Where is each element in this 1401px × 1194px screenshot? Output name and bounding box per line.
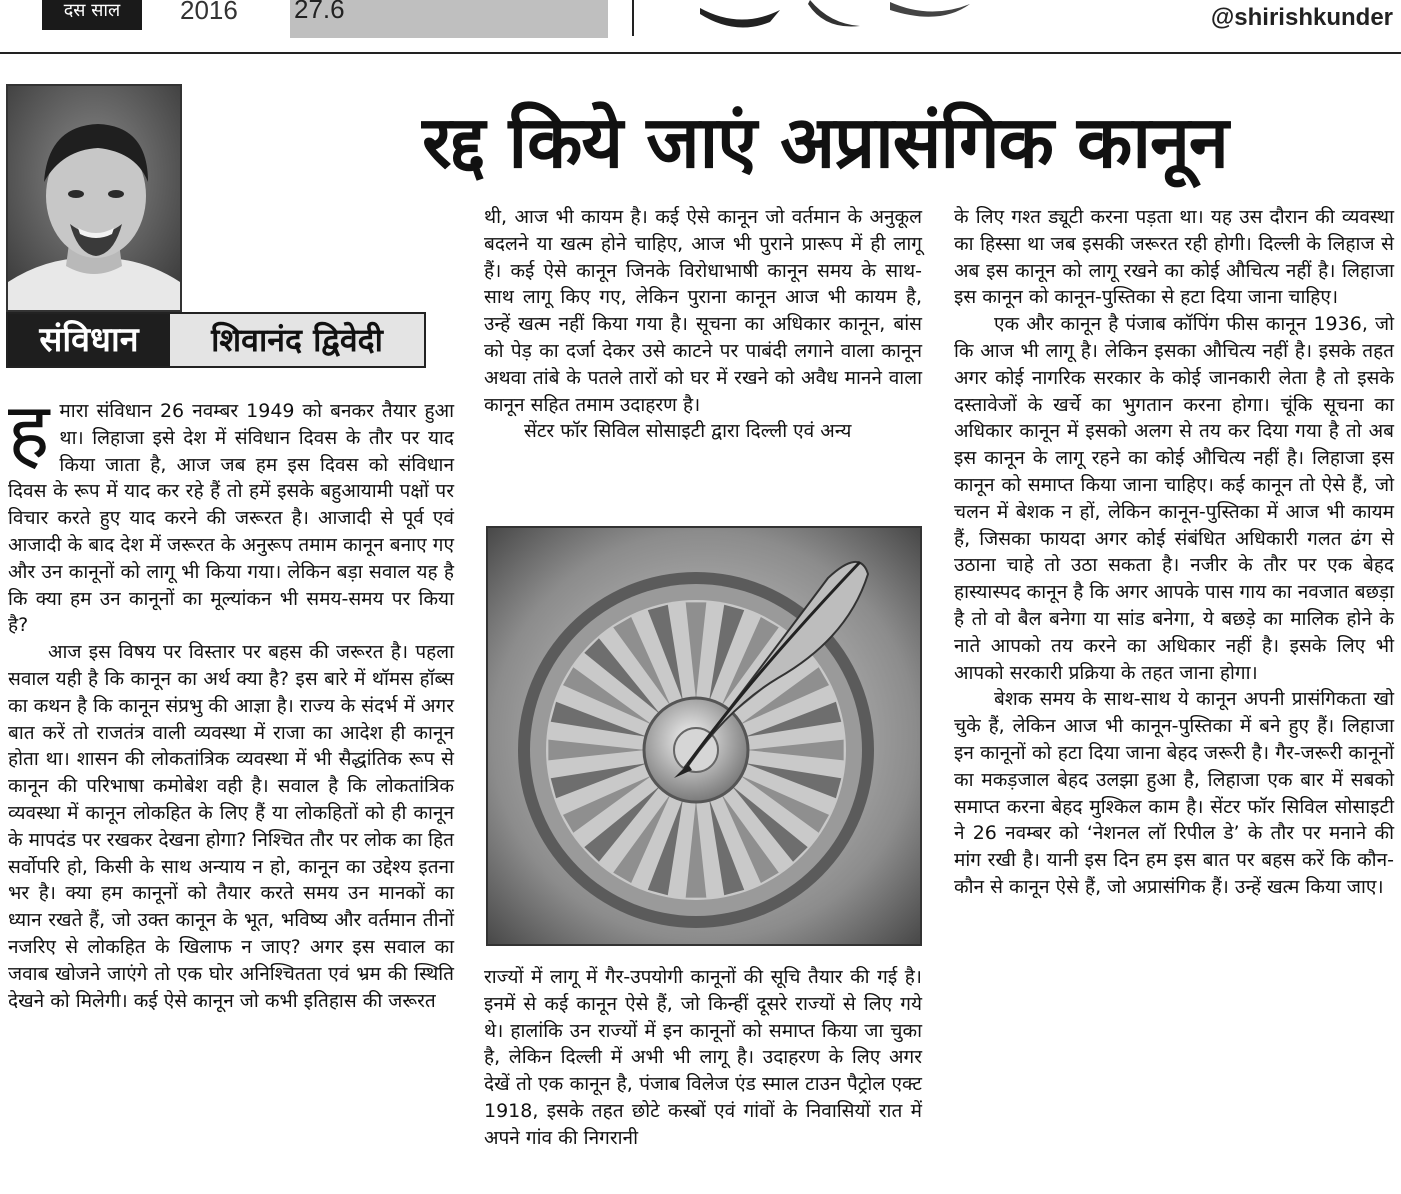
masthead-number: 27.6 (294, 0, 345, 24)
article-column-1 (8, 387, 454, 1014)
masthead-divider (632, 0, 634, 36)
paragraph: के लिए गश्त ड्यूटी करना पड़ता था। यह उस दौरान की व्यवस्था का हिस्सा था जब इसकी जरूरत रही होगी। दिल्ली के लिहाज से अब इस कानून को लागू रखने का कोई औचित्य नहीं है। लिहाजा इस कानून को कानून-पुस्तिका से हटा दिया जाना चाहिए। (954, 206, 1394, 309)
paragraph: सेंटर फॉर सिविल सोसाइटी द्वारा दिल्ली एवं अन्य (524, 420, 852, 443)
chakra-quill-icon (488, 528, 920, 944)
twitter-handle: @shirishkunder (1210, 4, 1393, 31)
author-name: शिवानंद द्विवेदी (170, 314, 424, 366)
section-tag: संविधान (8, 314, 170, 366)
masthead-year: 2016 (180, 0, 238, 25)
paragraph: थी, आज भी कायम है। कई ऐसे कानून जो वर्तमान के अनुकूल बदलने या खत्म होने चाहिए, आज भी पुराने प्रारूप में ही लागू हैं। कई ऐसे कानून जिनके विरोधाभाषी कानून समय के साथ-साथ लागू किए गए, लेकिन पुराना कानून आज भी कायम है, उन्हें खत्म नहीं किया गया है। सूचना का अधिकार कानून, बांस को पेड़ का दर्जा देकर उसे काटने पर पाबंदी लगाने वाला कानून अथवा तांबे के पतले तारों को घर में रखने को अवैध मानने वाला कानून सहित तमाम उदाहरण है। (484, 206, 922, 416)
author-portrait-icon (8, 86, 180, 310)
paragraph: राज्यों में लागू में गैर-उपयोगी कानूनों की सूचि तैयार की गई है। इनमें से कई कानून ऐसे हैं, जो किन्हीं दूसरे राज्यों से लिए गये थे। हालांकि उन राज्यों में इन कानूनों को समाप्त किया जा चुका है, लेकिन दिल्ली में अभी भी लागू है। उदाहरण के लिए अगर देखें तो एक कानून है, पंजाब विलेज एंड स्माल टाउन पैट्रोल एक्ट 1918, इसके तहत छोटे कस्बों एवं गांवों के निवासियों रात में अपने गांव की निगरानी (484, 966, 922, 1149)
article-column-2 (484, 204, 922, 445)
article-column-2-continued (484, 964, 922, 1152)
byline-box (6, 312, 426, 368)
paragraph: मारा संविधान 26 नवम्बर 1949 को बनकर तैयार हुआ था। लिहाजा इसे देश में संविधान दिवस के तौर पर याद किया जाता है, आज जब हम इस दिवस को संविधान दिवस के रूप में याद कर रहे हैं तो हमें इसके बहुआयामी पक्षों पर विचार करते हुए याद करने की जरूरत है। आजादी से पूर्व एवं आजादी के बाद देश में जरूरत के अनुरूप तमाम कानून बनाए गए और उन कानूनों को लागू भी किया गया। लेकिन बड़ा सवाल यह है कि क्या हम उन कानूनों का मूल्यांकन भी समय-समय पर किया है? (8, 400, 454, 637)
header-rule (0, 52, 1401, 54)
masthead (0, 0, 1401, 44)
author-photo (6, 84, 182, 312)
article-headline: रद्द किये जाएं अप्रासंगिक कानून (422, 100, 1228, 184)
paragraph: आज इस विषय पर विस्तार पर बहस की जरूरत है। पहला सवाल यही है कि कानून का अर्थ क्या है? इस बारे में थॉमस हॉब्स का कथन है कि कानून संप्रभु की आज्ञा है। राज्य के संदर्भ में अगर बात करें तो राजतंत्र वाली व्यवस्था में राजा का आदेश ही कानून होता था। शासन की लोकतांत्रिक व्यवस्था में भी सैद्धांतिक रूप से कानून की परिभाषा कमोबेश वही है। सवाल है कि लोकतांत्रिक व्यवस्था में कानून लोकहित के लिए हैं या लोकहितों को ही कानून के मापदंड पर रखकर देखना होगा? निश्चित तौर पर लोक का हित सर्वोपरि हो, किसी के साथ अन्याय न हो, कानून का उद्देश्य इतना भर है। क्या हम कानूनों को तैयार करते समय उन मानकों का ध्यान रखते हैं, जो उक्त कानून के भूत, भविष्य और वर्तमान तीनों नजरिए से लोकहित के खिलाफ न जाए? अगर इस सवाल का जवाब खोजने जाएंगे तो एक घोर अनिश्चितता एवं भ्रम की स्थिति देखने को मिलेगी। कई ऐसे कानून जो कभी इतिहास की जरूरत (8, 641, 454, 1012)
masthead-badge: दस साल (42, 0, 142, 30)
masthead-logo-icon (700, 0, 980, 30)
paragraph: बेशक समय के साथ-साथ ये कानून अपनी प्रासंगिकता खो चुके हैं, लेकिन आज भी कानून-पुस्तिका में बने हुए हैं। लिहाजा इन कानूनों को हटा दिया जाना बेहद जरूरी है। गैर-जरूरी कानूनों का मकड़जाल बेहद उलझा हुआ है, लिहाजा एक बार में सबको समाप्त करना बेहद मुश्किल काम है। सेंटर फॉर सिविल सोसाइटी ने 26 नवम्बर को ‘नेशनल लॉ रिपील डे’ के तौर पर मनाने की मांग रखी है। यानी इस दिन हम इस बात पर बहस करें कि कौन-कौन से कानून ऐसे हैं, जो अप्रासंगिक हैं। उन्हें खत्म किया जाए। (954, 688, 1394, 898)
paragraph: एक और कानून है पंजाब कॉपिंग फीस कानून 1936, जो कि आज भी लागू है। लेकिन इसका औचित्य नहीं है। इसके तहत अगर कोई नागरिक सरकार के कोई जानकारी लेता है तो इसके दस्तावेजों के खर्चे का भुगतान करना होगा। चूंकि सूचना का अधिकार कानून में इसको अलग से तय कर दिया गया है तो अब इस कानून के लागू रहने का कोई औचित्य नहीं है। लिहाजा इस कानून को समाप्त किया जाना चाहिए। कई कानून तो ऐसे हैं, जो चलन में बेशक न हों, लेकिन कानून-पुस्तिका में आज भी कायम हैं, जिसका फायदा अगर कोई संबंधित अधिकारी गलत ढंग से उठाना चाहे तो उठा सकता है। नजीर के तौर पर एक बेहद हास्यास्पद कानून है कि अगर आपके पास गाय का नवजात बछड़ा है तो वो बैल बनेगा या सांड बनेगा, ये बछड़े का मालिक होने के नाते आपको तय करने का अधिकार नहीं है। इसके लिए भी आपको सरकारी प्रक्रिया के तहत जाना होगा। (954, 313, 1394, 684)
article-illustration (486, 526, 922, 946)
masthead-number-box (290, 0, 608, 38)
drop-cap: ह (8, 387, 50, 477)
article-column-3 (954, 204, 1394, 901)
